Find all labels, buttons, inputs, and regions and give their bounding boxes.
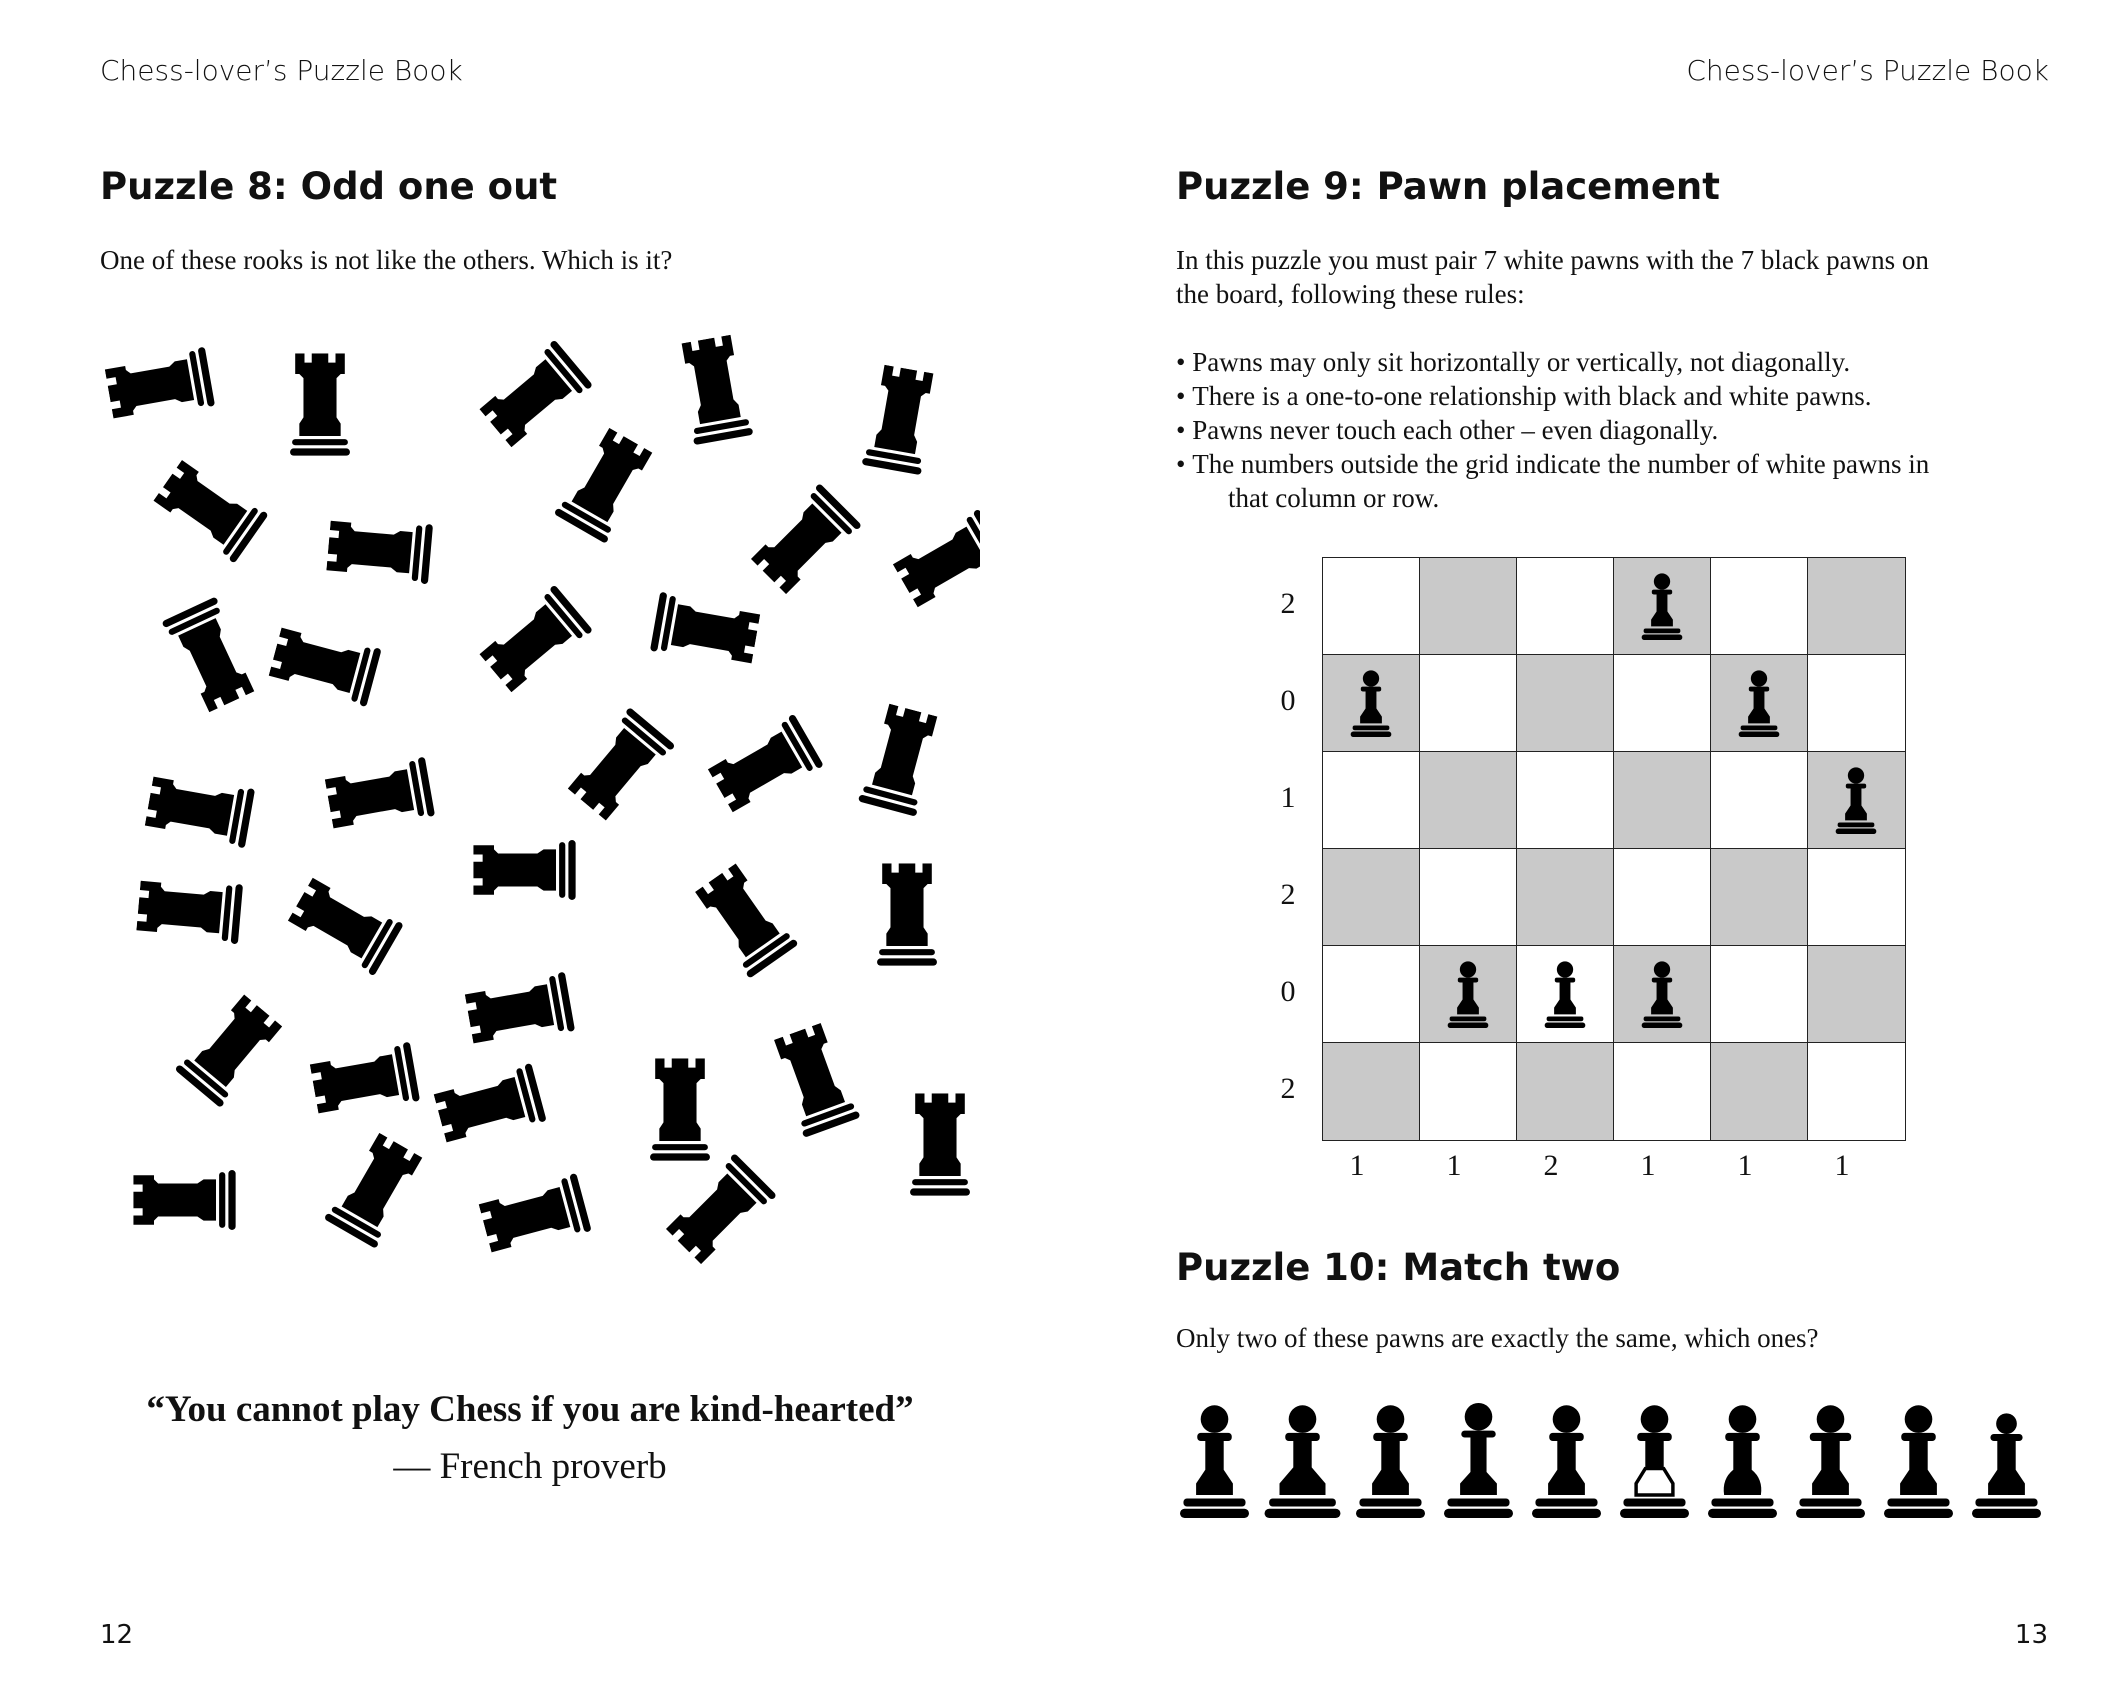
puzzle-9-title: Puzzle 9: Pawn placement (1176, 165, 1720, 208)
rook-icon (267, 623, 381, 707)
grid-cell (1322, 945, 1421, 1044)
page-number-left: 12 (100, 1620, 134, 1650)
rook-icon (161, 596, 259, 714)
rook-icon (326, 516, 433, 585)
pawn-icon (1884, 1405, 1953, 1518)
rook-icon (144, 772, 255, 849)
grid-cell (1516, 654, 1615, 753)
grid-cell (1419, 945, 1518, 1044)
grid-cell (1516, 751, 1615, 850)
grid-cell (1710, 848, 1809, 947)
rook-icon (432, 1063, 546, 1147)
grid-cell (1516, 1042, 1615, 1141)
rook-icon (769, 1021, 860, 1138)
rook-icon (862, 364, 939, 475)
row-clue: 0 (1280, 684, 1296, 717)
intro-line: the board, following these rules: (1176, 279, 1525, 309)
pawn-icon (1640, 960, 1684, 1028)
grid-cell (1807, 557, 1906, 656)
row-clue: 2 (1280, 587, 1296, 620)
rook-icon (150, 456, 268, 564)
grid-cell (1516, 945, 1615, 1044)
rook-icon (133, 1170, 235, 1230)
rule-item: • There is a one-to-one relationship with black and white pawns. (1176, 379, 2056, 413)
grid-cell (1322, 1042, 1421, 1141)
rook-icon (858, 702, 942, 816)
rook-icon (677, 334, 754, 445)
rook-icon (477, 1173, 591, 1257)
puzzle-8-title: Puzzle 8: Odd one out (100, 165, 558, 208)
pawn-icon (1356, 1405, 1425, 1518)
column-clue: 1 (1349, 1149, 1365, 1182)
pawn-icon (1796, 1405, 1865, 1518)
rule-4-line2: that column or row. (1228, 483, 1440, 513)
grid-cell (1613, 654, 1712, 753)
pawn-icon (1640, 572, 1684, 640)
rook-icon (476, 339, 593, 451)
column-clue: 1 (1834, 1149, 1850, 1182)
grid-cell (1807, 751, 1906, 850)
grid-cell (1710, 751, 1809, 850)
rule-item: • Pawns never touch each other – even diagonally. (1176, 413, 2056, 447)
rule-item (1176, 447, 2056, 515)
column-clue: 1 (1737, 1149, 1753, 1182)
pawn-icon (1708, 1405, 1777, 1518)
grid-cell (1710, 654, 1809, 753)
pawn-icon (1737, 669, 1781, 737)
puzzle-10-prompt: Only two of these pawns are exactly the same, which ones? (1176, 1323, 1819, 1353)
grid-cell (1322, 751, 1421, 850)
rook-icon (324, 757, 435, 834)
pawn-icon (1444, 1403, 1513, 1518)
rook-icon (650, 1058, 710, 1160)
grid-cell (1419, 848, 1518, 947)
rook-icon (136, 876, 243, 945)
puzzle-8-prompt: One of these rooks is not like the others. Which is it? (100, 245, 673, 275)
rook-icon (476, 584, 593, 696)
pawn-icon (1180, 1405, 1249, 1518)
rook-icon (650, 592, 761, 669)
grid-cell (1419, 557, 1518, 656)
pawn-placement-grid (1322, 557, 1905, 1139)
page-number-right: 13 (2014, 1620, 2048, 1650)
grid-cell (1419, 654, 1518, 753)
grid-cell (1322, 848, 1421, 947)
row-clue: 2 (1280, 878, 1296, 911)
rook-icon (691, 860, 799, 978)
rule-4-line1: The numbers outside the grid indicate the number of white pawns in (1192, 449, 1930, 479)
grid-cell (1807, 1042, 1906, 1141)
intro-line: In this puzzle you must pair 7 white pawns with the 7 black pawns on (1176, 245, 1929, 275)
grid-cell (1613, 557, 1712, 656)
pawn-icon (1446, 960, 1490, 1028)
pawn-icon (1265, 1405, 1341, 1518)
running-header-left: Chess-lover’s Puzzle Book (100, 54, 463, 87)
grid-cell (1710, 1042, 1809, 1141)
grid-cell (1322, 654, 1421, 753)
rook-icon (285, 873, 404, 976)
rook-icon (324, 1130, 427, 1249)
column-clue: 2 (1543, 1149, 1559, 1182)
grid-cell (1710, 557, 1809, 656)
running-header-right: Chess-lover’s Puzzle Book (1686, 54, 2049, 87)
grid-cell (1516, 848, 1615, 947)
rook-icon (877, 863, 937, 965)
pawn-icon (1349, 669, 1393, 737)
rule-item: • Pawns may only sit horizontally or vertically, not diagonally. (1176, 345, 2056, 379)
rook-icon (174, 991, 286, 1108)
rook-icon (564, 707, 676, 824)
row-clue: 0 (1280, 975, 1296, 1008)
rook-icon (290, 353, 350, 455)
grid-cell (1322, 557, 1421, 656)
rook-icon (309, 1042, 420, 1119)
puzzle-9-intro (1176, 243, 2056, 311)
grid-cell (1710, 945, 1809, 1044)
grid-cell (1807, 848, 1906, 947)
grid-cell (1613, 848, 1712, 947)
quote-text: “You cannot play Chess if you are kind-hearted” (146, 1389, 914, 1430)
rook-icon (473, 840, 575, 900)
rook-icon (705, 714, 824, 817)
grid-cell (1613, 1042, 1712, 1141)
grid-cell (1807, 654, 1906, 753)
pawn-lineup-illustration (1176, 1395, 2056, 1520)
column-clue: 1 (1446, 1149, 1462, 1182)
puzzle-10-title: Puzzle 10: Match two (1176, 1246, 1621, 1289)
row-clue: 2 (1280, 1072, 1296, 1105)
quote-attribution: — French proverb (393, 1446, 667, 1487)
grid-cell (1613, 945, 1712, 1044)
rook-icon (662, 1153, 777, 1268)
grid-cell (1516, 557, 1615, 656)
pawn-icon (1543, 960, 1587, 1028)
puzzle-9-rules (1176, 345, 2056, 515)
grid-cell (1613, 751, 1712, 850)
rook-icon (464, 972, 575, 1049)
pawn-icon (1620, 1405, 1689, 1518)
rook-icon (747, 483, 862, 598)
rook-icon (890, 509, 980, 612)
rook-icon (554, 425, 657, 544)
grid-cell (1807, 945, 1906, 1044)
pawn-icon (1532, 1405, 1601, 1518)
column-clue: 1 (1640, 1149, 1656, 1182)
grid-cell (1419, 1042, 1518, 1141)
pawn-icon (1972, 1413, 2041, 1518)
rook-icon (910, 1093, 970, 1195)
row-clue: 1 (1280, 781, 1296, 814)
grid-cell (1419, 751, 1518, 850)
pawn-icon (1834, 766, 1878, 834)
rook-icon (104, 347, 215, 424)
rook-scatter-illustration (80, 325, 980, 1285)
